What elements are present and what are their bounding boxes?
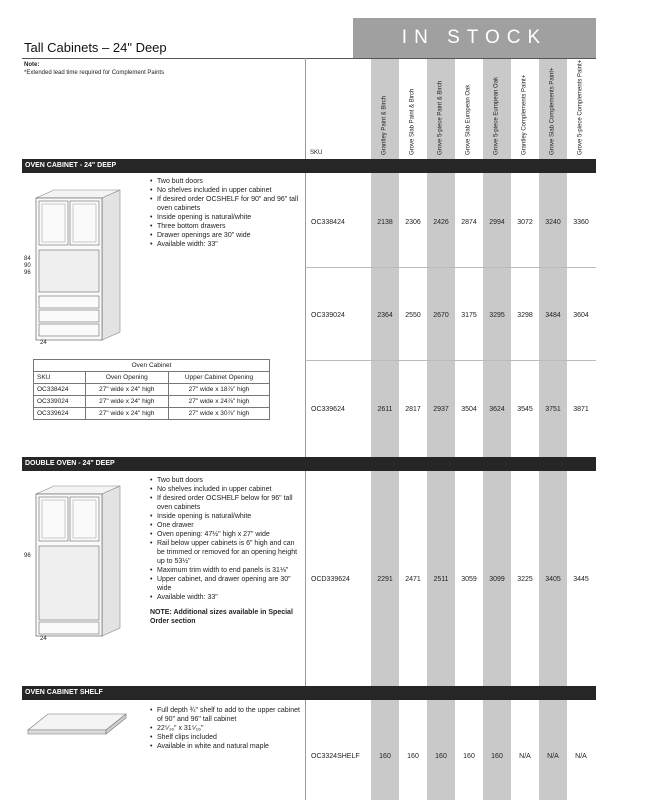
- depth-dim: 24: [40, 636, 47, 642]
- table-header: SKU: [34, 372, 86, 384]
- section-oven-cabinet-header: OVEN CABINET - 24" DEEP: [22, 159, 596, 173]
- sku: OC338424: [311, 218, 345, 226]
- col-header-5: Grove 5-piece European Oak: [483, 59, 511, 161]
- note: [24, 61, 164, 77]
- feature: • Rail below upper cabinets is 6" high and can be trimmed or removed for an opening height up to 53½": [150, 539, 302, 566]
- feature: • Two butt doors: [150, 476, 302, 485]
- feature: • If desired order OCSHELF for 90" and 96" tall oven cabinets: [150, 195, 300, 213]
- oven-cabinet-table: [33, 359, 270, 420]
- feature: • 22⁵⁄₁₆" x 31⁵⁄₁₆": [150, 724, 302, 733]
- sku: OC339024: [311, 311, 345, 319]
- feature: • Inside opening is natural/white: [150, 213, 300, 222]
- double-oven-drawing: [30, 482, 140, 642]
- table-caption: Oven Cabinet: [34, 360, 270, 372]
- col-header-1: Grantley Paint & Birch: [371, 59, 399, 161]
- feature: • Inside opening is natural/white: [150, 512, 302, 521]
- table-row: OC339624 27" wide x 24" high 27" wide x 30⅞" high: [34, 408, 270, 420]
- price-row-oc339024: OC339024 2364 2550 2670 3175 3295 3298 3484 3604: [305, 308, 596, 322]
- feature: • If desired order OCSHELF below for 96" tall oven cabinets: [150, 494, 302, 512]
- sku: OCD339624: [311, 575, 350, 583]
- feature: • Available width: 33": [150, 593, 302, 602]
- section-oven-shelf-header: OVEN CABINET SHELF: [22, 686, 596, 700]
- special-order-note: NOTE: Additional sizes available in Special Order section: [150, 609, 293, 625]
- page-title: Tall Cabinets – 24" Deep: [24, 40, 167, 55]
- sku: OC3324SHELF: [311, 752, 360, 760]
- feature: • Maximum trim width to end panels is 31⅛": [150, 566, 302, 575]
- price-row-ocd339624: OCD339624 2291 2471 2511 3059 3099 3225 3405 3445: [305, 572, 596, 586]
- oven-shelf-drawing: [26, 710, 136, 740]
- col-header-6: Grantley Complements Paint+: [521, 74, 528, 155]
- col-header-7: Grove Slab Complements Paint+: [539, 59, 567, 161]
- feature: • One drawer: [150, 521, 302, 530]
- table-header: Oven Opening: [85, 372, 168, 384]
- note-label: Note:: [24, 62, 40, 68]
- col-header-8: Grove 5-piece Complements Paint+: [577, 59, 584, 155]
- height-dims: 84 90 96: [24, 256, 31, 276]
- oven-cabinet-features: [150, 177, 300, 249]
- feature: • No shelves included in upper cabinet: [150, 485, 302, 494]
- feature: • Available in white and natural maple: [150, 742, 302, 751]
- feature: • Shelf clips included: [150, 733, 302, 742]
- oven-shelf-features: [150, 706, 302, 751]
- feature: • Drawer openings are 30" wide: [150, 231, 300, 240]
- feature: • No shelves included in upper cabinet: [150, 186, 300, 195]
- feature: • Upper cabinet, and drawer opening are 30" wide: [150, 575, 302, 593]
- col-header-3: Grove 5-piece Paint & Birch: [427, 59, 455, 161]
- height-dims: 96: [24, 553, 31, 559]
- double-oven-features: [150, 476, 302, 626]
- feature: • Three bottom drawers: [150, 222, 300, 231]
- feature: • Full depth ¾" shelf to add to the upper cabinet of 90" and 96" tall cabinet: [150, 706, 302, 724]
- column-header: [22, 58, 596, 160]
- col-header-2: Grove Slab Paint & Birch: [409, 88, 416, 155]
- table-row: OC338424 27" wide x 24" high 27" wide x 18⅞" high: [34, 384, 270, 396]
- oven-cabinet-drawing: [30, 186, 140, 346]
- in-stock-banner: IN STOCK: [353, 18, 596, 58]
- price-row-oc338424: OC338424 2138 2306 2426 2874 2994 3072 3240 3360: [305, 215, 596, 229]
- price-row-oc339624: OC339624 2611 2817 2937 3504 3624 3545 3751 3871: [305, 402, 596, 416]
- feature: • Two butt doors: [150, 177, 300, 186]
- note-text: *Extended lead time required for Complement Paints: [24, 70, 165, 76]
- col-header-4: Grove Slab European Oak: [465, 84, 472, 155]
- table-row: OC339024 27" wide x 24" high 27" wide x 24⅞" high: [34, 396, 270, 408]
- sku-header: SKU: [310, 150, 323, 156]
- price-row-oc3324shelf: OC3324SHELF 160 160 160 160 160 N/A N/A N/A: [305, 749, 596, 763]
- depth-dim: 24: [40, 340, 47, 346]
- table-header: Upper Cabinet Opening: [169, 372, 270, 384]
- section-double-oven-header: DOUBLE OVEN - 24" DEEP: [22, 457, 596, 471]
- sku: OC339624: [311, 405, 345, 413]
- feature: • Oven opening: 47½" high x 27" wide: [150, 530, 302, 539]
- feature: • Available width: 33": [150, 240, 300, 249]
